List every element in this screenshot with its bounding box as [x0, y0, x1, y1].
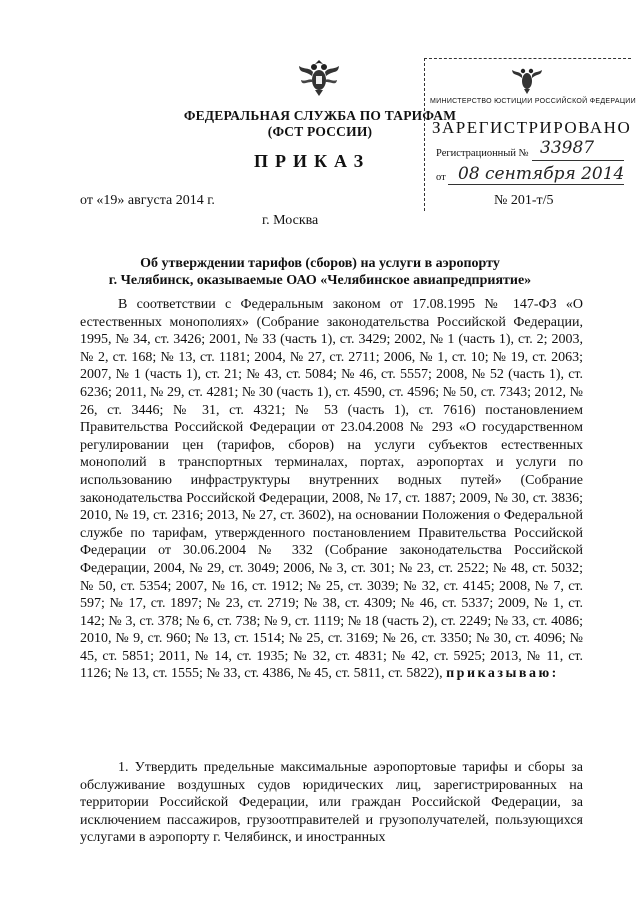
subject-line1: Об утверждении тарифов (сборов) на услуги в аэропорту: [140, 256, 500, 271]
stamp-date-label: от: [436, 172, 446, 183]
agency-name-line2: (ФСТ РОССИИ): [267, 124, 373, 139]
agency-name-line1: ФЕДЕРАЛЬНАЯ СЛУЖБА ПО ТАРИФАМ: [183, 108, 457, 123]
document-number: № 201-т/5: [494, 193, 554, 208]
stamp-number-underline: [532, 160, 624, 161]
clause-1-paragraph: 1. Утвердить предельные максимальные аэропортовые тарифы и сборы за обслуживание воздушных судов юридических лиц, зарегистрированных на территории Российской Федерации, или граждан Российской Федерации, за исключением пассажиров, грузоотправителей и грузополучателей, пользующихся услугами в аэропорту г. Челябинск, и иностранных: [80, 760, 583, 846]
stamp-registered: ЗАРЕГИСТРИРОВАНО: [432, 118, 632, 137]
order-word: приказываю:: [446, 666, 559, 682]
document-city: г. Москва: [262, 213, 319, 228]
registration-stamp: [424, 58, 636, 210]
emblem-icon: [296, 54, 342, 100]
preamble-paragraph: [80, 296, 583, 683]
stamp-reg-number: 33987: [540, 138, 595, 158]
stamp-emblem-icon: [510, 62, 544, 96]
document-date: от «19» августа 2014 г.: [80, 193, 215, 208]
document-type: ПРИКАЗ: [254, 151, 371, 171]
stamp-date-underline: [448, 184, 624, 185]
stamp-reg-label: Регистрационный №: [436, 148, 529, 159]
stamp-reg-date: 08 сентября 2014: [458, 164, 625, 184]
preamble-text: В соответствии с Федеральным законом от 17.08.1995 № 147-ФЗ «О естественных монополиях» (Собрание законодательства Российской Федерации, 1995, № 34, ст. 3426; 2001, № 33 (часть 1), ст. 3429; 2002, № 1 (часть 1), ст. 2; 2003, № 2, ст. 168; № 13, ст. 1181; 2004, № 27, ст. 2711; 2006, № 1, ст. 10; № 19, ст. 2063; 2007, № 1 (часть 1), ст. 21; № 43, ст. 5084; № 46, ст. 5557; 2008, № 52 (часть 1), ст. 6236; 2011, № 29, ст. 4281; № 30 (часть 1), ст. 4590, ст. 4596; № 50, ст. 7343; 2012, № 26, ст. 3446; № 31, ст. 4321; № 53 (часть 1), ст. 7616) постановлением Правительства Российской Федерации от 23.04.2008 № 293 «О государственном регулировании цен (тарифов, сборов) на услуги субъектов естественных монополий в транспортных терминалах, портах, аэропортах и услуги по использованию инфраструктуры внутренних водных путей» (Собрание законодательства Российской Федерации, 2008, № 17, ст. 1887; 2009, № 30, ст. 3836; 2010, № 19, ст. 2316; 2013, № 27, ст. 3602), на основании Положения о Федеральной службе по тарифам, утвержденного постановлением Правительства Российской Федерации от 30.06.2004 № 332 (Собрание законодательства Российской Федерации, 2004, № 29, ст. 3049; 2006, № 3, ст. 301; № 23, ст. 2522; № 48, ст. 5032; № 50, ст. 5354; 2007, № 16, ст. 1912; № 25, ст. 3039; № 32, ст. 4145; 2008, № 7, ст. 597; № 17, ст. 1897; № 23, ст. 2719; № 38, ст. 4309; № 46, ст. 5337; 2009, № 1, ст. 142; № 3, ст. 378; № 6, ст. 738; № 9, ст. 1119; № 18 (часть 2), ст. 2249; № 33, ст. 4086; 2010, № 9, ст. 960; № 13, ст. 1514; № 25, ст. 3169; № 26, ст. 3350; № 30, ст. 4096; № 45, ст. 5851; 2011, № 14, ст. 1935; № 32, ст. 4831; № 42, ст. 5925; 2013, № 11, ст. 1126; № 13, ст. 1555; № 33, ст. 4386, № 45, ст. 5811, ст. 5822),: [80, 297, 583, 682]
document-subject: [60, 255, 580, 289]
subject-line2: г. Челябинск, оказываемые ОАО «Челябинское авиапредприятие»: [108, 273, 532, 288]
stamp-ministry: МИНИСТЕРСТВО ЮСТИЦИИ РОССИЙСКОЙ ФЕДЕРАЦИИ: [430, 98, 636, 105]
